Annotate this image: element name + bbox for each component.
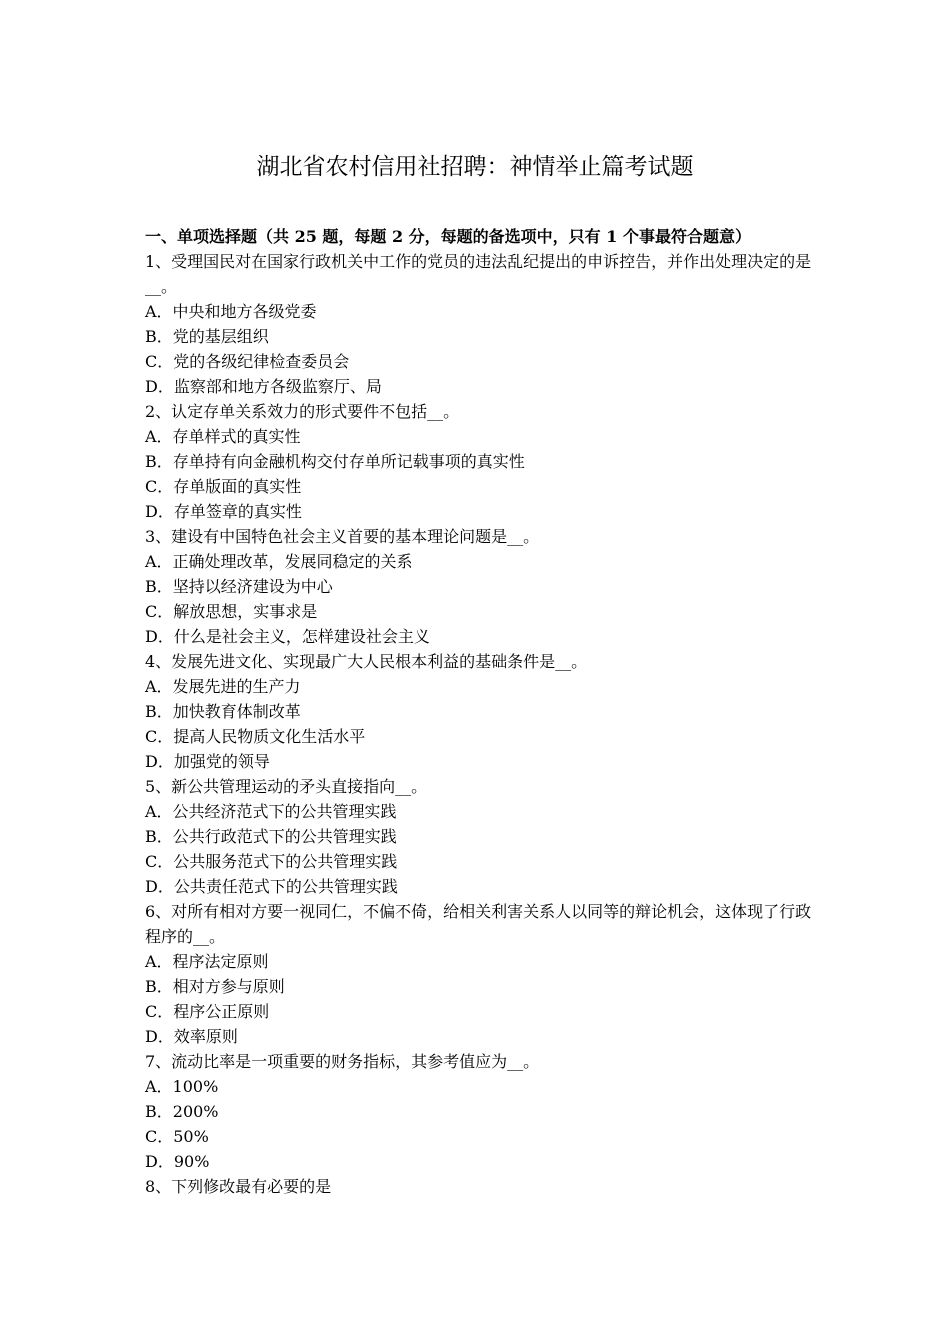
document-body <box>145 224 820 1199</box>
answer-option: C．提高人民物质文化生活水平 <box>145 727 366 746</box>
question-item <box>145 899 820 1049</box>
answer-option: C．党的各级纪律检查委员会 <box>145 352 350 371</box>
answer-option: D．90% <box>145 1152 210 1171</box>
answer-option: A．公共经济范式下的公共管理实践 <box>145 802 397 821</box>
answer-option: B．公共行政范式下的公共管理实践 <box>145 827 397 846</box>
answer-option: C．存单版面的真实性 <box>145 477 302 496</box>
question-item <box>145 524 820 649</box>
question-stem: 2、认定存单关系效力的形式要件不包括__。 <box>145 402 460 421</box>
answer-option: B．坚持以经济建设为中心 <box>145 577 333 596</box>
answer-option: D．加强党的领导 <box>145 752 270 771</box>
answer-option: D．存单签章的真实性 <box>145 502 302 521</box>
question-stem: 1、受理国民对在国家行政机关中工作的党员的违法乱纪提出的申诉控告，并作出处理决定的是__。 <box>145 252 812 296</box>
question-stem: 7、流动比率是一项重要的财务指标，其参考值应为__。 <box>145 1052 540 1071</box>
answer-option: A．程序法定原则 <box>145 952 269 971</box>
question-list <box>145 249 820 1199</box>
question-item <box>145 1174 820 1199</box>
answer-option: D．公共责任范式下的公共管理实践 <box>145 877 398 896</box>
question-item <box>145 649 820 774</box>
answer-option: C．50% <box>145 1127 209 1146</box>
answer-option: A．中央和地方各级党委 <box>145 302 317 321</box>
answer-option: B．党的基层组织 <box>145 327 269 346</box>
question-item <box>145 399 820 524</box>
question-stem: 4、发展先进文化、实现最广大人民根本利益的基础条件是__。 <box>145 652 588 671</box>
question-item <box>145 1049 820 1174</box>
question-item <box>145 249 820 399</box>
answer-option: B．200% <box>145 1102 219 1121</box>
question-stem: 5、新公共管理运动的矛头直接指向__。 <box>145 777 428 796</box>
answer-option: C．程序公正原则 <box>145 1002 270 1021</box>
question-item <box>145 774 820 899</box>
answer-option: B．存单持有向金融机构交付存单所记载事项的真实性 <box>145 452 525 471</box>
answer-option: C．公共服务范式下的公共管理实践 <box>145 852 398 871</box>
answer-option: A．正确处理改革，发展同稳定的关系 <box>145 552 413 571</box>
answer-option: A．发展先进的生产力 <box>145 677 301 696</box>
question-stem: 3、建设有中国特色社会主义首要的基本理论问题是__。 <box>145 527 540 546</box>
document-title: 湖北省农村信用社招聘：神情举止篇考试题 <box>256 154 694 180</box>
answer-option: D．什么是社会主义，怎样建设社会主义 <box>145 627 430 646</box>
answer-option: B．加快教育体制改革 <box>145 702 301 721</box>
answer-option: A．100% <box>145 1077 219 1096</box>
answer-option: C．解放思想，实事求是 <box>145 602 318 621</box>
section-heading: 一、单项选择题（共 25 题，每题 2 分，每题的备选项中，只有 1 个事最符合题意） <box>145 227 751 246</box>
answer-option: A．存单样式的真实性 <box>145 427 301 446</box>
question-stem: 8、下列修改最有必要的是 <box>145 1177 332 1196</box>
question-stem: 6、对所有相对方要一视同仁，不偏不倚，给相关利害关系人以同等的辩论机会，这体现了行政程序的__。 <box>145 902 812 946</box>
answer-option: B．相对方参与原则 <box>145 977 285 996</box>
answer-option: D．监察部和地方各级监察厅、局 <box>145 377 382 396</box>
answer-option: D．效率原则 <box>145 1027 238 1046</box>
